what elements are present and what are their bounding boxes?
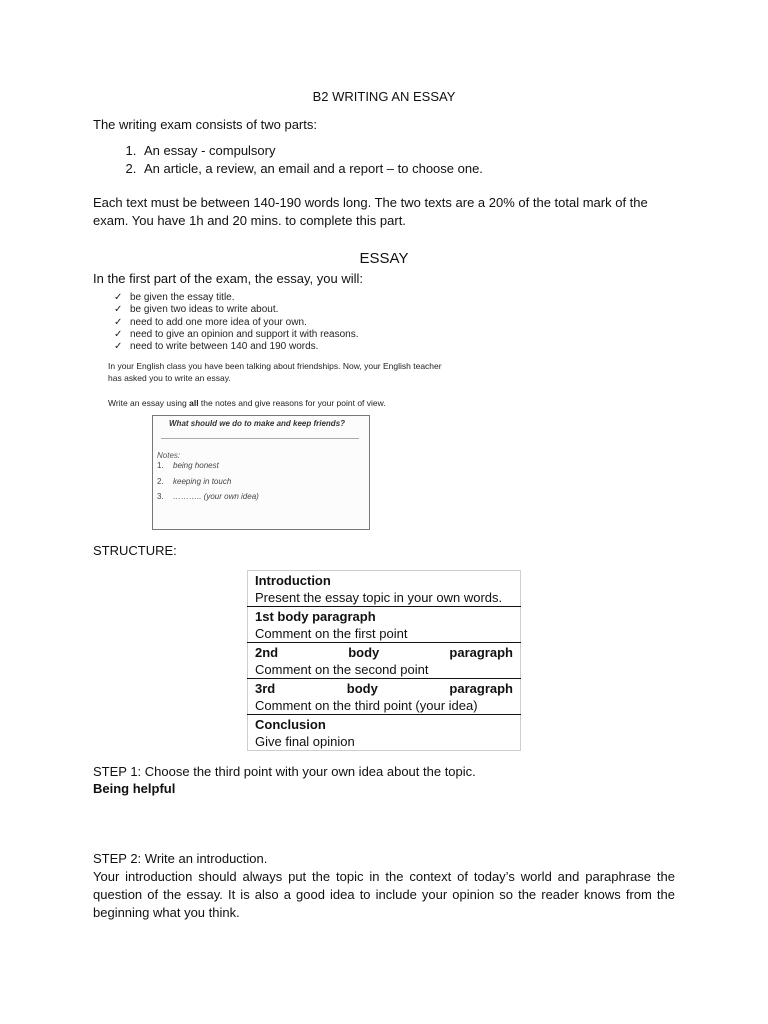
list-item: 2. An article, a review, an email and a report – to choose one. bbox=[140, 160, 483, 178]
section-heading: 3rd body paragraph bbox=[255, 681, 513, 696]
structure-table bbox=[247, 570, 521, 751]
table-row bbox=[248, 607, 521, 643]
section-heading: Introduction bbox=[255, 573, 331, 588]
checkmark-icon: ✓ bbox=[114, 292, 123, 303]
list-item: ✓ need to give an opinion and support it with reasons. bbox=[114, 328, 359, 340]
table-row bbox=[248, 715, 521, 751]
step2-paragraph: Your introduction should always put the topic in the context of today’s world and paraphrase the question of the essay. It is also a good idea to include your opinion so the reader knows from the beginning what you think. bbox=[93, 869, 675, 920]
exam-parts-list bbox=[110, 142, 483, 178]
scanned-task-insert bbox=[108, 292, 458, 408]
section-description: Comment on the second point bbox=[255, 662, 429, 677]
essay-question-box bbox=[152, 415, 370, 530]
table-row bbox=[248, 679, 521, 715]
list-item: 3. ……….. (your own idea) bbox=[157, 492, 259, 501]
essay-heading: ESSAY bbox=[359, 250, 409, 267]
divider bbox=[161, 438, 359, 439]
structure-label: STRUCTURE: bbox=[93, 543, 177, 558]
section-description: Comment on the first point bbox=[255, 626, 408, 641]
section-heading: Conclusion bbox=[255, 717, 326, 732]
task-instruction: Write an essay using all the notes and give reasons for your point of view. bbox=[108, 398, 386, 408]
task-context: In your English class you have been talking about friendships. Now, your English teacher has asked you to write an essay. bbox=[108, 361, 442, 383]
step1-instruction: STEP 1: Choose the third point with your own idea about the topic. bbox=[93, 764, 476, 779]
page-title: B2 WRITING AN ESSAY bbox=[312, 89, 456, 104]
section-description: Give final opinion bbox=[255, 734, 355, 749]
checkmark-icon: ✓ bbox=[114, 328, 123, 340]
list-item: ✓ need to add one more idea of your own. bbox=[114, 316, 307, 328]
section-description: Present the essay topic in your own words. bbox=[255, 590, 503, 605]
list-item: 1. being honest bbox=[157, 461, 219, 470]
section-description: Comment on the third point (your idea) bbox=[255, 698, 478, 713]
checkmark-icon: ✓ bbox=[114, 316, 123, 328]
essay-checklist bbox=[108, 292, 458, 353]
table-row bbox=[248, 643, 521, 679]
step1-answer: Being helpful bbox=[93, 781, 176, 796]
section-heading: 2nd body paragraph bbox=[255, 645, 513, 660]
exam-intro: The writing exam consists of two parts: bbox=[93, 117, 317, 132]
list-item: 1. An essay - compulsory bbox=[140, 142, 483, 160]
notes-label: Notes: bbox=[157, 451, 181, 460]
list-item: ✓ be given the essay title. bbox=[114, 292, 235, 303]
checkmark-icon: ✓ bbox=[114, 304, 123, 316]
table-row bbox=[248, 571, 521, 607]
notes-list bbox=[157, 461, 259, 508]
essay-question: What should we do to make and keep friends? bbox=[169, 419, 346, 428]
essay-intro: In the first part of the exam, the essay, you will: bbox=[93, 271, 363, 286]
list-item: ✓ be given two ideas to write about. bbox=[114, 304, 279, 316]
requirements-paragraph: Each text must be between 140-190 words long. The two texts are a 20% of the total mark of the exam. You have 1h and 20 mins. to complete this part. bbox=[93, 195, 648, 228]
list-item: ✓ need to write between 140 and 190 words. bbox=[114, 341, 319, 353]
step2-instruction: STEP 2: Write an introduction. bbox=[93, 851, 268, 866]
section-heading: 1st body paragraph bbox=[255, 609, 376, 624]
checkmark-icon: ✓ bbox=[114, 341, 123, 353]
list-item: 2. keeping in touch bbox=[157, 476, 232, 486]
